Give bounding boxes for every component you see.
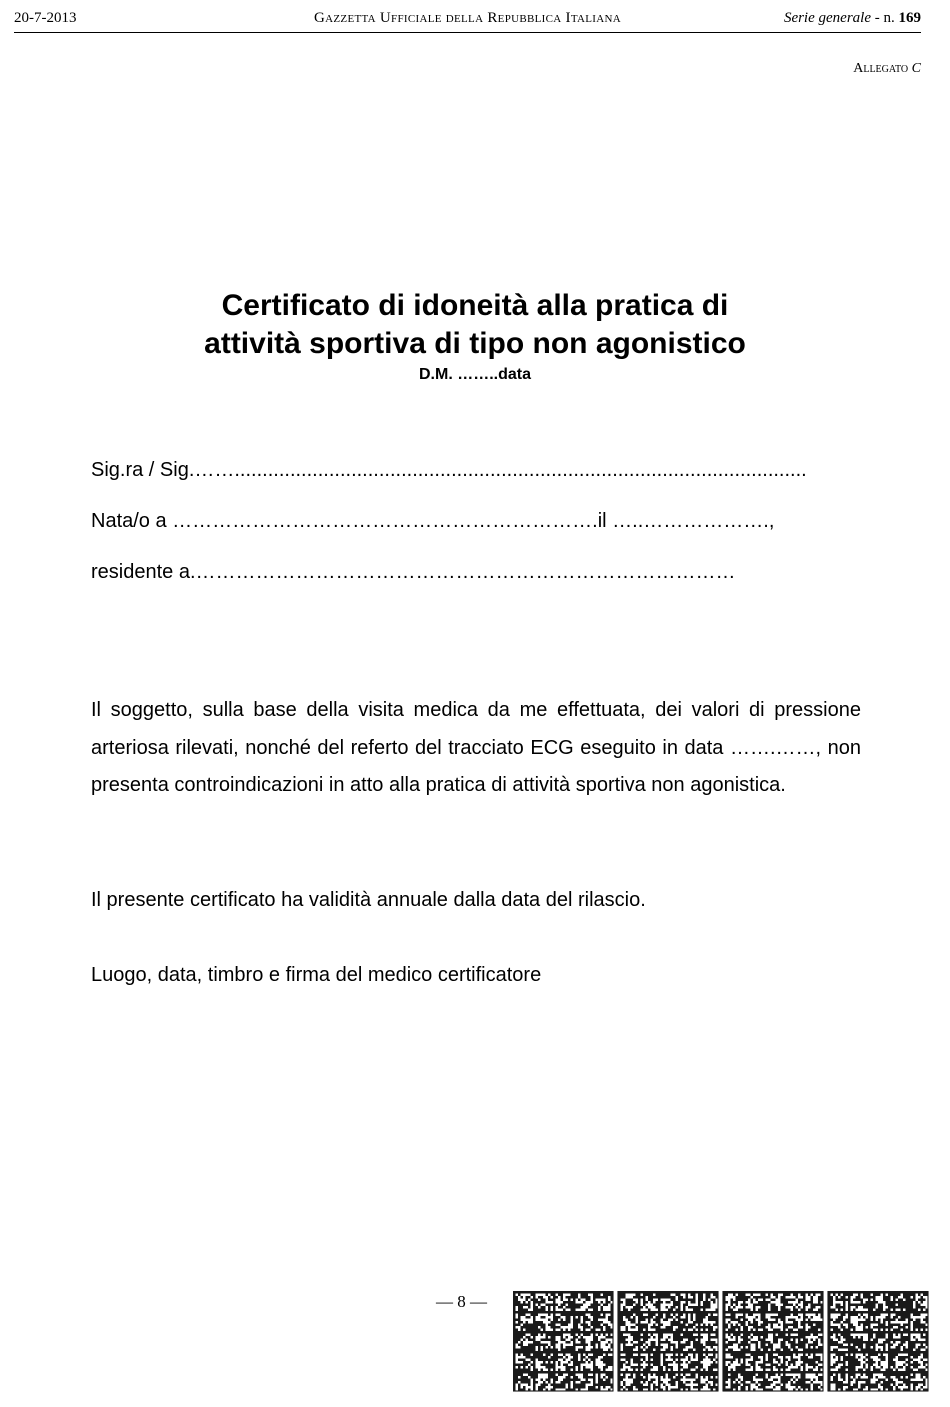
- page-number: — 8 —: [436, 1292, 487, 1311]
- residence-field: residente a.………………………………………………………………………: [91, 561, 736, 583]
- allegato-label: [853, 61, 921, 77]
- header-gazette-title: Gazzetta Ufficiale della Repubblica Italiana: [314, 10, 621, 26]
- decree-reference: D.M. ……..data: [418, 366, 531, 383]
- name-field: Sig.ra / Sig.…….......................................................................................................: [91, 459, 807, 481]
- barcode-stamp-1: [513, 1291, 613, 1391]
- barcode-stamps: [513, 1291, 929, 1393]
- signature-text: Luogo, data, timbro e firma del medico certificatore: [91, 964, 542, 986]
- barcode-stamp-4: [828, 1291, 928, 1391]
- birth-field: Nata/o a ……………………………………………………….il …..……………….,: [91, 510, 775, 532]
- gazette-header: [14, 8, 921, 33]
- barcode-stamp-2: [618, 1291, 718, 1391]
- statement-paragraph: Il soggetto, sulla base della visita medica da me effettuata, dei valori di pressione arteriosa rilevati, nonché del referto del tracciato ECG eseguito in data …….……, non presenta controindicazioni in atto alla pratica di attività sportiva non agonistica.: [91, 699, 861, 796]
- header-serie: [784, 10, 921, 27]
- serie-separator: - n.: [871, 10, 899, 26]
- title-line-2: attività sportiva di tipo non agonistico: [204, 327, 746, 360]
- allegato-text: Allegato: [853, 61, 912, 76]
- allegato-letter: C: [911, 61, 921, 76]
- validity-text: Il presente certificato ha validità annuale dalla data del rilascio.: [91, 889, 646, 911]
- serie-label: Serie generale: [783, 10, 871, 26]
- serie-number: 169: [898, 10, 921, 26]
- title-line-1: Certificato di idoneità alla pratica di: [221, 289, 729, 322]
- header-date: 20-7-2013: [14, 10, 77, 26]
- barcode-stamp-3: [723, 1291, 823, 1391]
- certificate-title: [0, 287, 950, 363]
